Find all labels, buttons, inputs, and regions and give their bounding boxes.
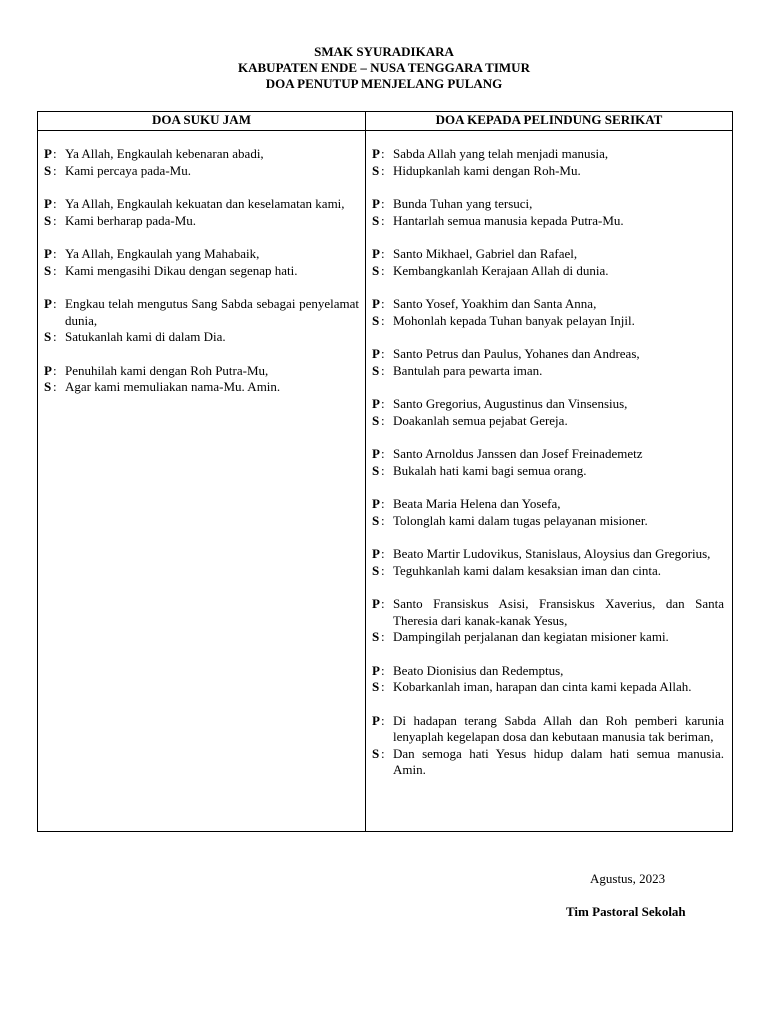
prayer-text: Agar kami memuliakan nama-Mu. Amin.: [65, 379, 281, 394]
role-separator: :: [381, 462, 385, 478]
prayer-text: Santo Arnoldus Janssen dan Josef Freinademetz: [393, 446, 643, 461]
response-line: [372, 563, 724, 580]
response-line: [372, 263, 724, 280]
response-line: [372, 679, 724, 696]
leader-line: [44, 363, 359, 380]
prayer-stanza: [372, 596, 724, 646]
speaker-role: P: [44, 246, 52, 261]
speaker-role: P: [44, 196, 52, 211]
prayer-text: Bukalah hati kami bagi semua orang.: [393, 462, 587, 478]
speaker-role: S: [372, 512, 380, 528]
prayer-text: Bunda Tuhan yang tersuci,: [393, 196, 533, 211]
speaker-role: S: [372, 212, 380, 228]
leader-line: [44, 296, 359, 329]
prayer-text: Kami percaya pada-Mu.: [65, 162, 191, 178]
prayer-stanza: [372, 296, 724, 329]
role-separator: :: [381, 629, 385, 644]
prayer-text: Bantulah para pewarta iman.: [393, 362, 543, 378]
prayer-table: [37, 111, 733, 832]
prayer-text: Di hadapan terang Sabda Allah dan Roh pemberi karunia lenyaplah kegelapan dosa dan kebutaan manusia tak beriman,: [393, 712, 724, 744]
role-separator: :: [53, 262, 57, 278]
speaker-role: P: [44, 296, 52, 311]
role-separator: :: [53, 296, 57, 311]
speaker-role: P: [372, 662, 380, 678]
role-separator: :: [381, 212, 385, 228]
speaker-role: S: [44, 379, 52, 394]
prayer-text: Kembangkanlah Kerajaan Allah di dunia.: [393, 262, 609, 278]
speaker-role: P: [372, 496, 380, 511]
prayer-stanza: [44, 146, 359, 179]
speaker-role: S: [372, 262, 380, 278]
prayer-text: Kami mengasihi Dikau dengan segenap hati.: [65, 262, 298, 278]
speaker-role: S: [372, 629, 380, 644]
school-name: SMAK SYURADIKARA: [314, 44, 454, 59]
prayer-stanza: [372, 496, 724, 529]
prayer-stanza: [372, 446, 724, 479]
speaker-role: S: [44, 162, 52, 178]
leader-line: [372, 446, 724, 463]
speaker-role: P: [372, 296, 380, 311]
role-separator: :: [53, 162, 57, 178]
prayer-stanza: [44, 296, 359, 346]
speaker-role: S: [372, 412, 380, 428]
document-title: DOA PENUTUP MENJELANG PULANG: [265, 76, 503, 91]
prayer-stanza: [372, 546, 724, 579]
response-line: [44, 213, 359, 230]
role-separator: :: [381, 679, 385, 694]
response-line: [44, 329, 359, 346]
role-separator: :: [53, 146, 57, 161]
role-separator: :: [381, 346, 385, 361]
prayer-text: Santo Fransiskus Asisi, Fransiskus Xaverius, dan Santa Theresia dari kanak-kanak Yesus,: [393, 596, 724, 628]
leader-line: [372, 296, 724, 313]
role-separator: :: [381, 262, 385, 278]
prayer-text: Mohonlah kepada Tuhan banyak pelayan Injil.: [393, 312, 635, 328]
leader-line: [372, 596, 724, 629]
role-separator: :: [381, 246, 385, 261]
leader-line: [372, 146, 724, 163]
response-line: [372, 413, 724, 430]
response-line: [372, 463, 724, 480]
prayer-stanza: [372, 713, 724, 779]
prayer-stanza: [372, 146, 724, 179]
speaker-role: P: [372, 396, 380, 411]
role-separator: :: [381, 162, 385, 178]
speaker-role: P: [372, 596, 380, 611]
prayer-text: Santo Petrus dan Paulus, Yohanes dan Andreas,: [393, 346, 640, 361]
leader-line: [44, 146, 359, 163]
role-separator: :: [381, 146, 385, 161]
prayer-text: Ya Allah, Engkaulah kekuatan dan keselamatan kami,: [65, 196, 345, 211]
speaker-role: S: [44, 329, 52, 344]
role-separator: :: [381, 562, 385, 578]
date-line: Agustus, 2023: [590, 871, 666, 886]
left-stanzas: [44, 131, 359, 396]
speaker-role: S: [44, 212, 52, 228]
leader-line: [372, 713, 724, 746]
prayer-stanza: [44, 363, 359, 396]
prayer-text: Doakanlah semua pejabat Gereja.: [393, 412, 568, 428]
response-line: [372, 513, 724, 530]
speaker-role: P: [44, 146, 52, 161]
leader-line: [372, 196, 724, 213]
role-separator: :: [381, 596, 385, 611]
role-separator: :: [381, 546, 385, 561]
role-separator: :: [381, 412, 385, 428]
prayer-text: Satukanlah kami di dalam Dia.: [65, 329, 226, 344]
response-line: [372, 313, 724, 330]
prayer-text: Beato Martir Ludovikus, Stanislaus, Aloysius dan Gregorius,: [393, 546, 711, 561]
role-separator: :: [381, 396, 385, 411]
role-separator: :: [381, 712, 385, 728]
role-separator: :: [381, 312, 385, 328]
regency-name: KABUPATEN ENDE – NUSA TENGGARA TIMUR: [238, 60, 530, 75]
prayer-stanza: [372, 246, 724, 279]
role-separator: :: [381, 745, 385, 761]
role-separator: :: [381, 296, 385, 311]
prayer-stanza: [372, 346, 724, 379]
prayer-text: Kami berharap pada-Mu.: [65, 212, 197, 228]
prayer-text: Beata Maria Helena dan Yosefa,: [393, 496, 561, 511]
signature-line: Tim Pastoral Sekolah: [566, 904, 686, 919]
prayer-text: Dampingilah perjalanan dan kegiatan misioner kami.: [393, 629, 669, 644]
right-stanzas: [372, 131, 724, 779]
speaker-role: S: [372, 462, 380, 478]
prayer-text: Beato Dionisius dan Redemptus,: [393, 662, 564, 678]
role-separator: :: [53, 362, 57, 378]
prayer-text: Ya Allah, Engkaulah kebenaran abadi,: [65, 146, 264, 161]
prayer-text: Santo Mikhael, Gabriel dan Rafael,: [393, 246, 578, 261]
speaker-role: P: [372, 196, 380, 211]
role-separator: :: [381, 496, 385, 511]
prayer-text: Santo Yosef, Yoakhim dan Santa Anna,: [393, 296, 597, 311]
prayer-text: Sabda Allah yang telah menjadi manusia,: [393, 146, 609, 161]
prayer-text: Penuhilah kami dengan Roh Putra-Mu,: [65, 362, 269, 378]
prayer-stanza: [372, 663, 724, 696]
prayer-text: Ya Allah, Engkaulah yang Mahabaik,: [65, 246, 260, 261]
prayer-stanza: [372, 396, 724, 429]
leader-line: [44, 246, 359, 263]
prayer-text: Hidupkanlah kami dengan Roh-Mu.: [393, 162, 581, 178]
response-line: [372, 363, 724, 380]
response-line: [372, 213, 724, 230]
speaker-role: S: [44, 262, 52, 278]
leader-line: [372, 546, 724, 563]
role-separator: :: [381, 196, 385, 211]
role-separator: :: [381, 662, 385, 678]
prayer-stanza: [44, 246, 359, 279]
response-line: [44, 379, 359, 396]
speaker-role: S: [372, 162, 380, 178]
document-header: [0, 44, 768, 92]
prayer-text: Santo Gregorius, Augustinus dan Vinsensius,: [393, 396, 628, 411]
response-line: [372, 629, 724, 646]
response-line: [44, 163, 359, 180]
role-separator: :: [381, 512, 385, 528]
left-column-title: DOA SUKU JAM: [38, 112, 365, 131]
leader-line: [372, 346, 724, 363]
role-separator: :: [53, 196, 57, 211]
response-line: [372, 163, 724, 180]
speaker-role: P: [372, 146, 380, 161]
left-column: [38, 112, 366, 831]
speaker-role: P: [372, 246, 380, 261]
speaker-role: S: [372, 312, 380, 328]
response-line: [44, 263, 359, 280]
prayer-text: Tolonglah kami dalam tugas pelayanan misioner.: [393, 512, 648, 528]
speaker-role: S: [372, 745, 380, 761]
prayer-stanza: [372, 196, 724, 229]
speaker-role: S: [372, 562, 380, 578]
leader-line: [372, 663, 724, 680]
right-column: [366, 112, 732, 831]
right-column-title: DOA KEPADA PELINDUNG SERIKAT: [366, 112, 732, 131]
speaker-role: P: [372, 446, 380, 461]
leader-line: [372, 496, 724, 513]
prayer-text: Hantarlah semua manusia kepada Putra-Mu.: [393, 212, 624, 228]
role-separator: :: [53, 246, 57, 261]
speaker-role: P: [44, 362, 52, 378]
role-separator: :: [381, 446, 385, 461]
leader-line: [44, 196, 359, 213]
prayer-text: Dan semoga hati Yesus hidup dalam hati semua manusia. Amin.: [393, 745, 724, 777]
leader-line: [372, 246, 724, 263]
speaker-role: P: [372, 546, 380, 561]
speaker-role: S: [372, 362, 380, 378]
prayer-stanza: [44, 196, 359, 229]
prayer-text: Engkau telah mengutus Sang Sabda sebagai penyelamat dunia,: [65, 296, 359, 328]
speaker-role: P: [372, 346, 380, 361]
prayer-text: Teguhkanlah kami dalam kesaksian iman dan cinta.: [393, 562, 662, 578]
role-separator: :: [381, 362, 385, 378]
leader-line: [372, 396, 724, 413]
speaker-role: S: [372, 679, 380, 694]
speaker-role: P: [372, 712, 380, 728]
prayer-text: Kobarkanlah iman, harapan dan cinta kami kepada Allah.: [393, 679, 692, 694]
role-separator: :: [53, 379, 57, 394]
role-separator: :: [53, 329, 57, 344]
role-separator: :: [53, 212, 57, 228]
response-line: [372, 746, 724, 779]
